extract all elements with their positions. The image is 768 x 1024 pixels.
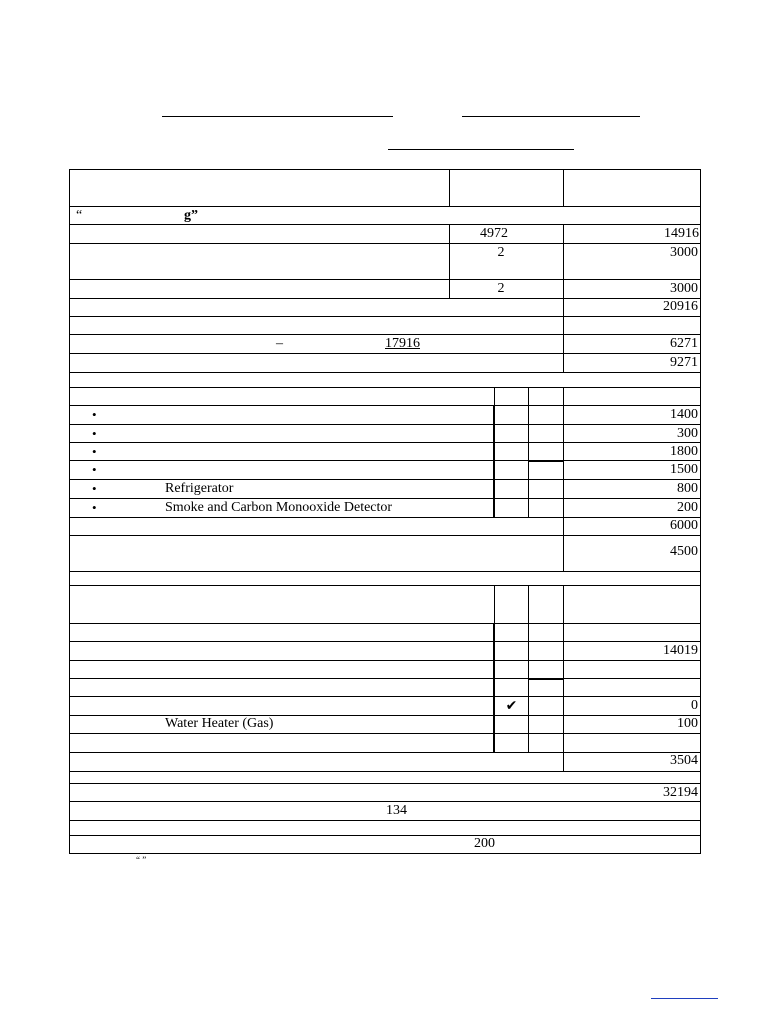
section2-subtotal-value: 3504 [670,753,698,768]
section2-row-a-value: 14019 [663,643,698,658]
grand-total-value: 32194 [663,785,698,800]
row2-right-value: 3000 [670,245,698,260]
row6-right-value: 6271 [670,336,698,351]
header-line-center [388,149,574,150]
header-line-right [462,116,640,117]
bullet-5-label: Refrigerator [165,481,234,496]
bullet-6: • [92,500,97,515]
bottom-value: 200 [474,836,495,851]
bullet-2: • [92,426,97,441]
row6-underlined-value: 17916 [385,336,420,351]
footnote-quotes: “ ” [136,855,147,865]
water-heater-label: Water Heater (Gas) [165,716,274,731]
bullet-5-amount: 800 [677,481,698,496]
bullet-2-amount: 300 [677,426,698,441]
water-heater-value: 100 [677,716,698,731]
bullet-1-amount: 1400 [670,407,698,422]
row6-dash: – [276,336,283,351]
check-mark-icon: ✔ [505,698,518,714]
header-line-left [162,116,393,117]
quote-text: g” [184,208,198,223]
footer-link[interactable] [651,998,718,999]
bullet-6-amount: 200 [677,500,698,515]
check-row-value: 0 [691,698,698,713]
row1-mid-value: 4972 [480,226,508,241]
row3-right-value: 3000 [670,281,698,296]
bullet-3: • [92,444,97,459]
bullet-4: • [92,462,97,477]
row7-right-value: 9271 [670,355,698,370]
row4-right-value: 20916 [663,299,698,314]
bullet-4-amount: 1500 [670,462,698,477]
row3-mid-value: 2 [497,281,505,296]
subtotal-2-value: 4500 [670,544,698,559]
bullet-1: • [92,407,97,422]
bullet-6-label: Smoke and Carbon Monooxide Detector [165,500,393,515]
subtotal-1-value: 6000 [670,518,698,533]
row1-right-value: 14916 [664,226,699,241]
bullet-3-amount: 1800 [670,444,698,459]
bullet-5: • [92,481,97,496]
row2-mid-value: 2 [497,245,505,260]
quote-open: “ [76,208,83,223]
count-value: 134 [386,803,407,818]
